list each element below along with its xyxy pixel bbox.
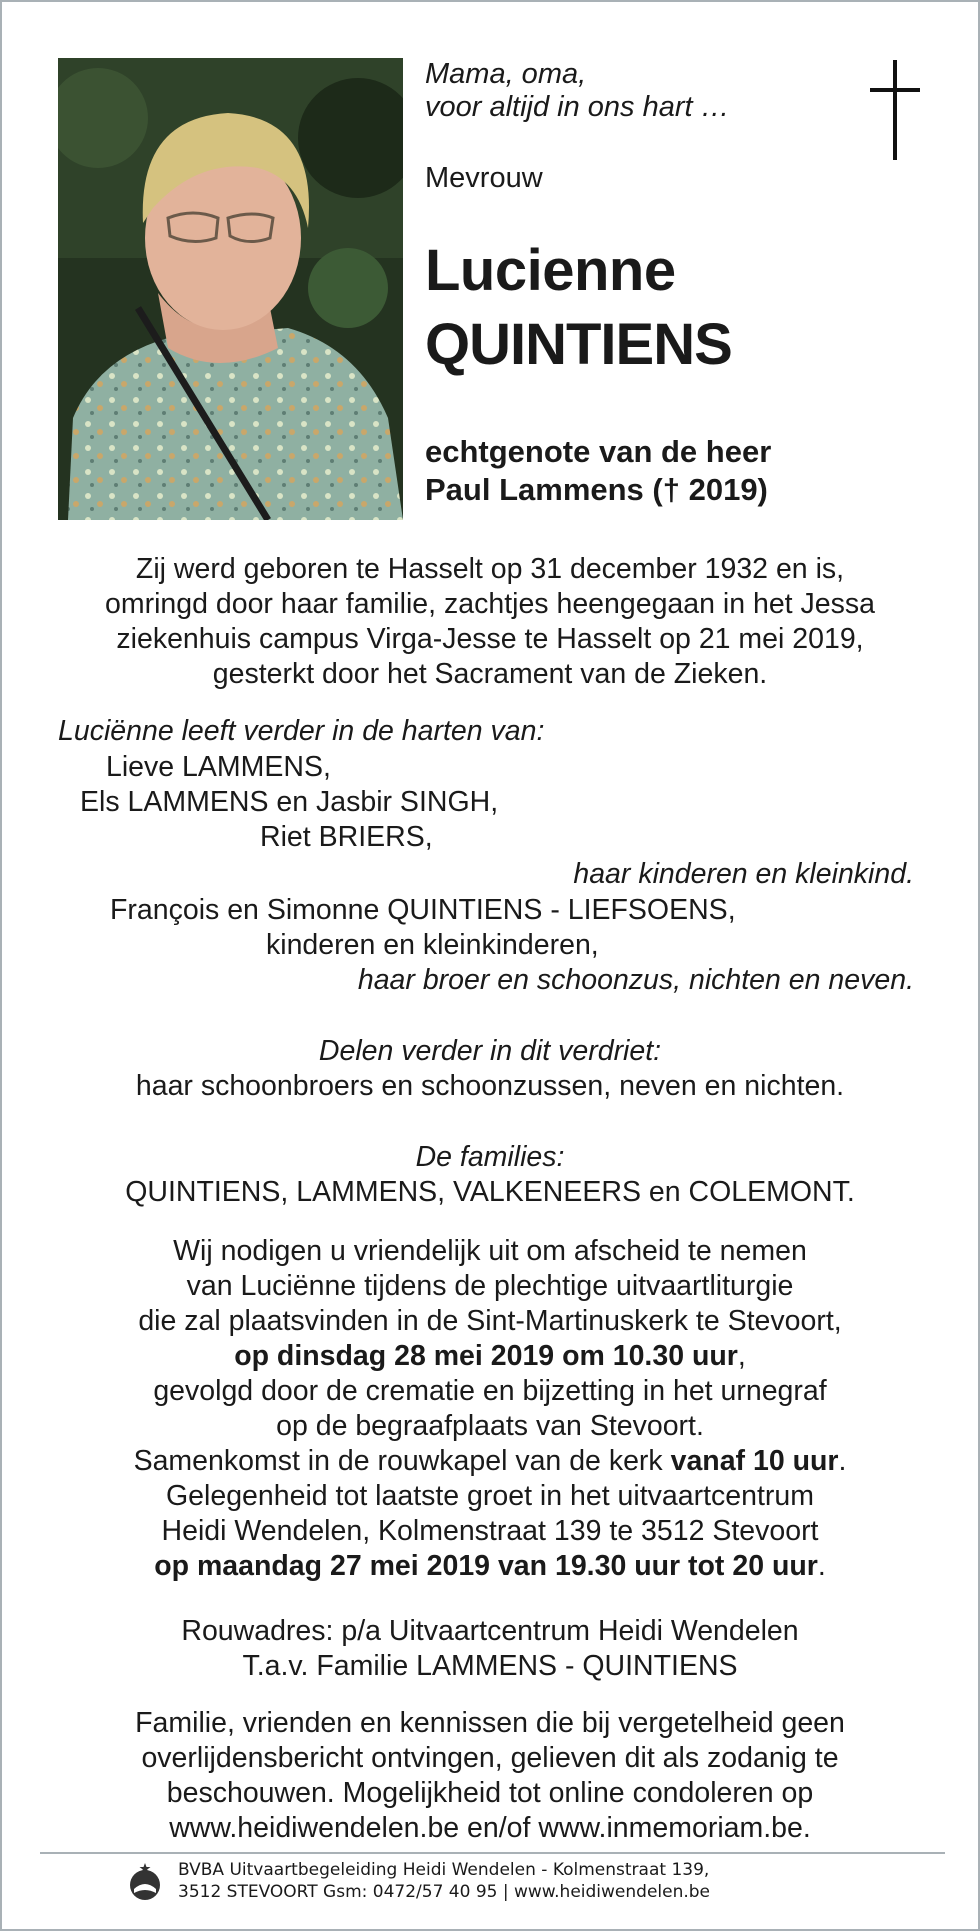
text-line: gesterkt door het Sacrament van de Zieken. [212,658,768,690]
funeral-home-logo-icon [126,1859,164,1903]
family-member: kinderen en kleinkinderen, [266,929,599,961]
motto-line: Mama, oma, [425,58,587,90]
family-role: haar kinderen en kleinkind. [573,858,914,890]
family-intro: Luciënne leeft verder in de harten van: [58,715,545,747]
portrait-photo [58,58,403,520]
text-line: Familie, vrienden en kennissen die bij vergetelheid geen [135,1707,845,1739]
text-line: op de begraafplaats van Stevoort. [276,1410,704,1442]
cross-icon [860,60,930,160]
family-member: Lieve LAMMENS, [106,751,331,783]
text-line: T.a.v. Familie LAMMENS - QUINTIENS [242,1650,738,1682]
text-line: van Luciënne tijdens de plechtige uitvaartliturgie [186,1270,794,1302]
text-line: www.heidiwendelen.be en/of www.inmemoriam.be. [169,1812,811,1844]
gathering-text: Samenkomst in de rouwkapel van de kerk [133,1445,671,1477]
gathering-line [40,1444,940,1479]
family-member: Els LAMMENS en Jasbir SINGH, [80,786,499,818]
first-name: Lucienne [425,238,676,303]
last-name: QUINTIENS [425,312,732,377]
spouse-line: echtgenote van de heer [425,434,772,469]
ceremony-date: op dinsdag 28 mei 2019 om 10.30 uur [234,1340,738,1372]
motto [425,58,805,124]
family-role: haar broer en schoonzus, nichten en neven. [357,964,914,996]
ceremony-line [40,1339,940,1374]
spouse-info [425,433,771,509]
text-line: Wij nodigen u vriendelijk uit om afscheid te nemen [173,1235,807,1267]
text-line: Gelegenheid tot laatste groet in het uitvaartcentrum [166,1480,814,1512]
families-section [40,1140,940,1210]
text-line: beschouwen. Mogelijkheid tot online condoleren op [166,1777,814,1809]
families-intro: De families: [415,1141,565,1173]
address-section [40,1614,940,1684]
notice-section [40,1706,940,1846]
text-line: ziekenhuis campus Virga-Jesse te Hasselt op 21 mei 2019, [116,623,864,655]
spouse-line: Paul Lammens († 2019) [425,472,768,507]
text-line: gevolgd door de crematie en bijzetting in het urnegraf [153,1375,827,1407]
families-names: QUINTIENS, LAMMENS, VALKENEERS en COLEMONT. [125,1176,855,1208]
punctuation: . [838,1445,847,1477]
footer-line: BVBA Uitvaartbegeleiding Heidi Wendelen - Kolmenstraat 139, [178,1860,710,1880]
text-line: die zal plaatsvinden in de Sint-Martinuskerk te Stevoort, [138,1305,842,1337]
invitation-section [40,1234,940,1584]
footer-line: 3512 STEVOORT Gsm: 0472/57 40 95 | www.heidiwendelen.be [178,1882,711,1902]
viewing-date: op maandag 27 mei 2019 van 19.30 uur tot 20 uur [154,1550,818,1582]
family-member: Riet BRIERS, [260,821,433,853]
text-line: Rouwadres: p/a Uitvaartcentrum Heidi Wendelen [181,1615,799,1647]
text-line: overlijdensbericht ontvingen, gelieven dit als zodanig te [141,1742,839,1774]
text-line: Zij werd geboren te Hasselt op 31 december 1932 en is, [135,553,845,585]
footer-info [178,1859,710,1903]
motto-line: voor altijd in ons hart … [425,91,730,123]
gathering-time: vanaf 10 uur [670,1445,839,1477]
grief-section [40,1034,940,1104]
viewing-line [40,1549,940,1584]
footer-divider [40,1852,945,1854]
honorific: Mevrouw [425,162,543,194]
punctuation: , [737,1340,746,1372]
birth-paragraph [40,552,940,692]
family-member: François en Simonne QUINTIENS - LIEFSOENS, [110,894,736,926]
text-line: Heidi Wendelen, Kolmenstraat 139 te 3512 Stevoort [161,1515,819,1547]
grief-intro: Delen verder in dit verdriet: [318,1035,662,1067]
grief-text: haar schoonbroers en schoonzussen, neven en nichten. [135,1070,845,1102]
punctuation: . [817,1550,826,1582]
text-line: omringd door haar familie, zachtjes heengegaan in het Jessa [105,588,875,620]
